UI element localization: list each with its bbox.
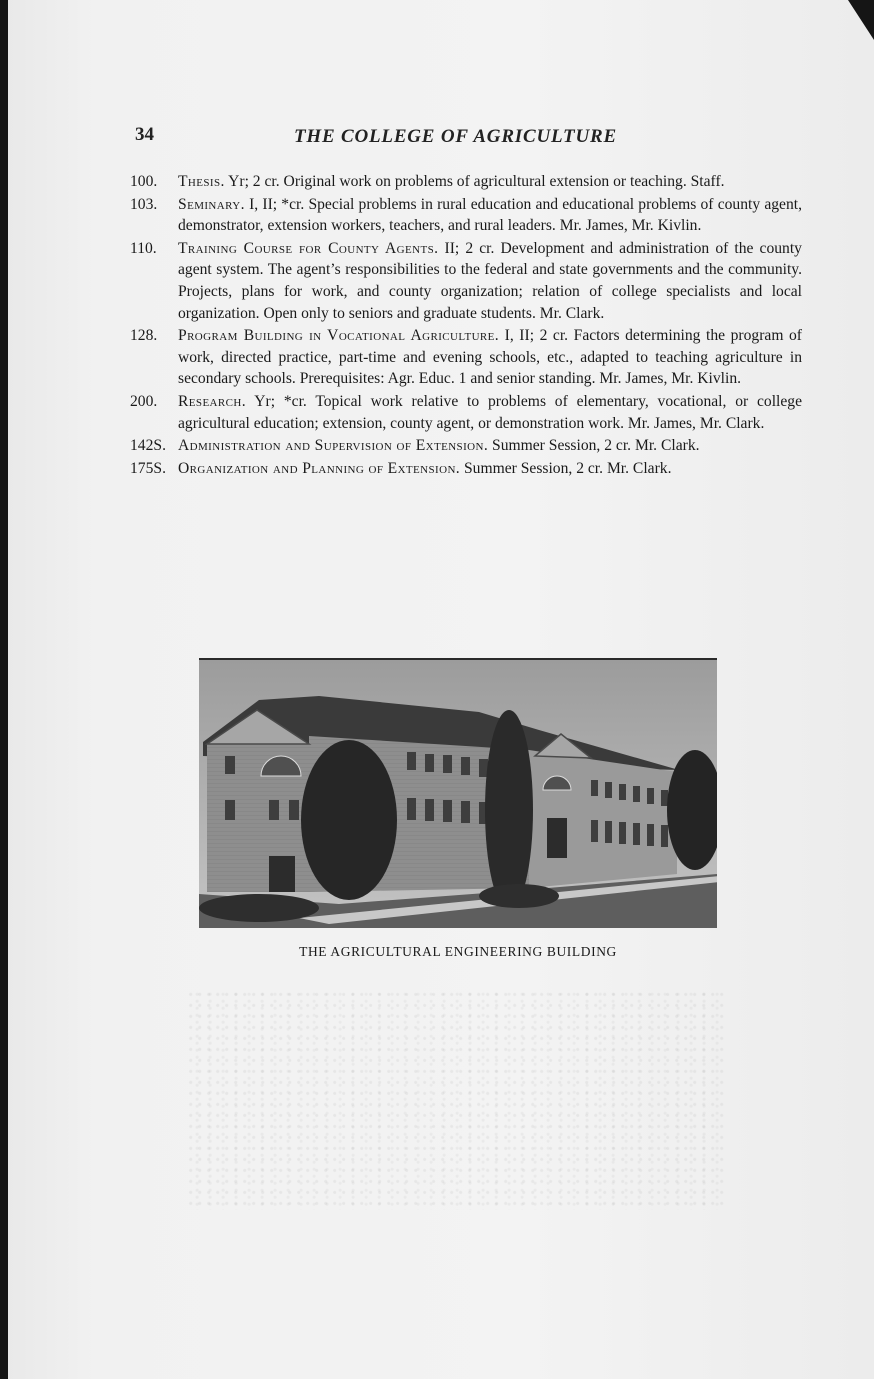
course-title: Organization and Planning of Extension. [178,459,461,477]
course-entry [130,458,802,480]
course-description [178,391,802,434]
course-text: I, II; *cr. Special problems in rural education and educational problems of county agent, demonstrator, extension workers, teachers, and rural leaders. Mr. James, Mr. Kivlin. [178,195,802,235]
course-title: Research. [178,392,247,410]
course-description [178,194,802,237]
shrubs [199,894,319,922]
shrubs [479,884,559,908]
course-description [178,458,802,480]
building-illustration [199,660,717,928]
entrance-door [269,856,295,892]
course-title: Training Course for County Agents. [178,239,439,257]
course-entry [130,435,802,457]
course-text: Summer Session, 2 cr. Mr. Clark. [492,437,700,455]
course-entry [130,391,802,434]
course-description [178,171,802,193]
course-text: Yr; 2 cr. Original work on problems of agricultural extension or teaching. Staff. [228,173,725,190]
entrance-door [547,818,567,858]
course-number: 142S. [130,437,166,455]
course-entry [130,194,802,237]
course-list [130,171,802,480]
course-entry [130,238,802,324]
course-text: Yr; *cr. Topical work relative to problems of elementary, vocational, or college agricultural education; extension, county agent, or demonstration work. Mr. James, Mr. Clark. [178,392,802,432]
tree [485,710,533,910]
course-title: Administration and Supervision of Extension. [178,437,489,455]
course-description [178,238,802,324]
course-number: 100. [130,173,158,190]
page-number: 34 [135,124,154,145]
building-photograph [199,658,717,928]
course-description [178,325,802,390]
bleed-through-texture [188,990,728,1210]
course-title: Program Building in Vocational Agriculture. [178,327,500,345]
course-number: 128. [130,327,158,345]
course-entry [130,325,802,390]
course-number: 110. [130,239,157,257]
running-title: THE COLLEGE OF AGRICULTURE [294,126,617,147]
course-number: 103. [130,195,158,213]
course-title: Seminary. [178,195,245,213]
course-text: I, II; 2 cr. Factors determining the program of work, directed practice, part-time and evening schools, etc., adapted to teaching agriculture in secondary schools. Prerequisites: Agr. Educ. 1 and senior standing. Mr. James, Mr. Kivlin. [178,327,802,388]
figure-caption: THE AGRICULTURAL ENGINEERING BUILDING [299,944,617,959]
page-header [8,124,874,154]
course-description [178,435,802,457]
document-page [8,0,874,1379]
course-number: 175S. [130,459,166,477]
course-text: II; 2 cr. Development and administration of the county agent system. The agent’s responsibilities to the federal and state governments and the community. Projects, plans for work, and county organization; relation of college specialists and local organization. Open only to seniors and graduate students. Mr. Clark. [178,239,802,322]
course-text: Summer Session, 2 cr. Mr. Clark. [464,459,672,477]
course-title: Thesis. [178,173,225,190]
course-number: 200. [130,392,158,410]
page-corner [848,0,874,40]
course-entry [130,171,802,193]
tree [301,740,397,900]
